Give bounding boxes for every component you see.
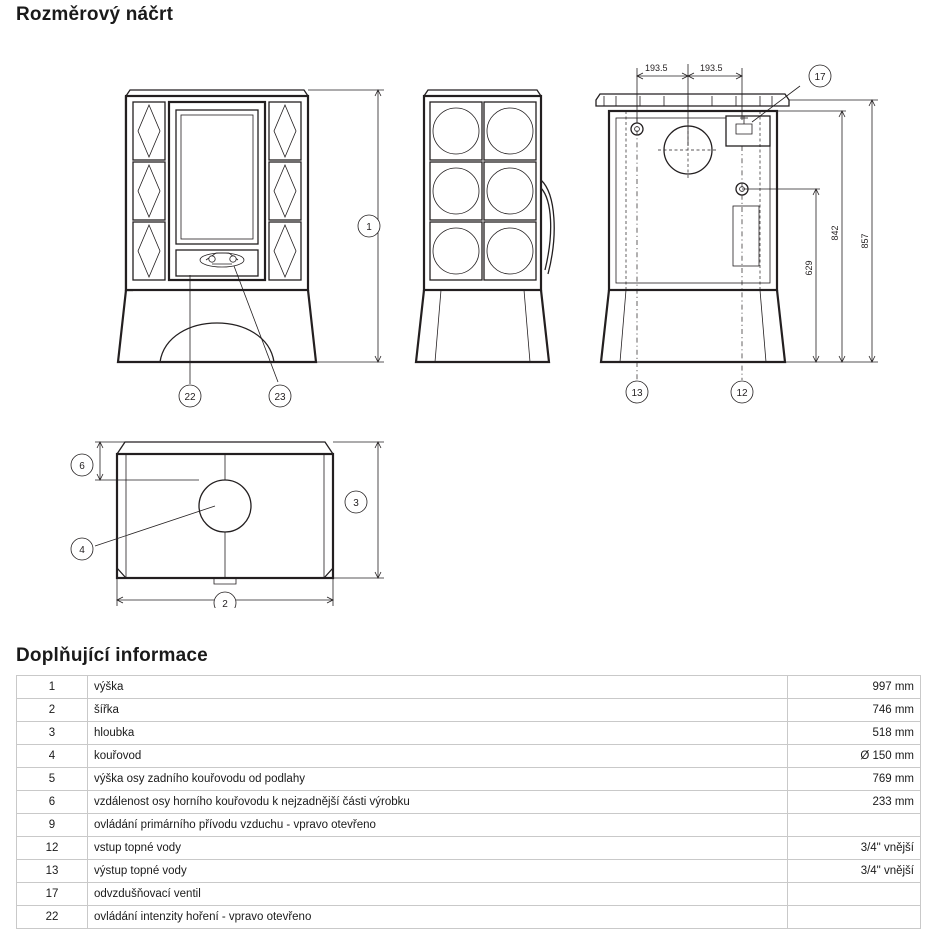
info-table-body xyxy=(17,676,921,929)
balloon-2-label: 2 xyxy=(222,599,228,608)
row-index: 13 xyxy=(17,860,88,883)
row-description: odvzdušňovací ventil xyxy=(88,883,788,906)
dimension-842: 842 xyxy=(830,225,840,241)
top-view xyxy=(117,442,333,584)
page-title-drawing: Rozměrový náčrt xyxy=(16,4,174,25)
row-description: výstup topné vody xyxy=(88,860,788,883)
balloon-3-label: 3 xyxy=(353,498,359,509)
dimension-629: 629 xyxy=(804,260,814,276)
row-value: 3/4" vnější xyxy=(788,837,921,860)
balloon-6-label: 6 xyxy=(79,461,85,472)
row-description: vzdálenost osy horního kouřovodu k nejzadnější části výrobku xyxy=(88,791,788,814)
balloon-17-label: 17 xyxy=(814,72,826,83)
row-value: Ø 150 mm xyxy=(788,745,921,768)
row-index: 12 xyxy=(17,837,88,860)
balloon-1-label: 1 xyxy=(366,222,372,233)
balloon-4-label: 4 xyxy=(79,545,85,556)
row-value: 769 mm xyxy=(788,768,921,791)
row-index: 5 xyxy=(17,768,88,791)
dimension-193-5-right: 193.5 xyxy=(700,63,723,73)
row-description: kouřovod xyxy=(88,745,788,768)
row-index: 6 xyxy=(17,791,88,814)
row-description: ovládání intenzity hoření - vpravo otevřeno xyxy=(88,906,788,929)
table-row xyxy=(17,883,921,906)
side-view xyxy=(416,90,554,362)
technical-drawing xyxy=(0,28,937,608)
balloon-13-label: 13 xyxy=(631,388,643,399)
table-row xyxy=(17,768,921,791)
row-index: 3 xyxy=(17,722,88,745)
table-row xyxy=(17,722,921,745)
row-description: vstup topné vody xyxy=(88,837,788,860)
row-value: 3/4" vnější xyxy=(788,860,921,883)
row-value xyxy=(788,814,921,837)
balloon-23-label: 23 xyxy=(274,392,286,403)
table-row xyxy=(17,837,921,860)
info-table xyxy=(16,675,921,929)
row-value xyxy=(788,883,921,906)
row-index: 22 xyxy=(17,906,88,929)
row-index: 9 xyxy=(17,814,88,837)
table-row xyxy=(17,860,921,883)
table-row xyxy=(17,699,921,722)
row-description: šířka xyxy=(88,699,788,722)
row-value: 997 mm xyxy=(788,676,921,699)
row-value: 518 mm xyxy=(788,722,921,745)
row-description: ovládání primárního přívodu vzduchu - vpravo otevřeno xyxy=(88,814,788,837)
table-row xyxy=(17,676,921,699)
front-view xyxy=(118,90,316,362)
page-title-info: Doplňující informace xyxy=(16,645,208,666)
table-row xyxy=(17,791,921,814)
table-row xyxy=(17,745,921,768)
dimension-193-5-left: 193.5 xyxy=(645,63,668,73)
dimension-857: 857 xyxy=(860,233,870,249)
rear-view xyxy=(596,94,789,380)
table-row xyxy=(17,906,921,929)
row-index: 17 xyxy=(17,883,88,906)
row-description: výška osy zadního kouřovodu od podlahy xyxy=(88,768,788,791)
table-row xyxy=(17,814,921,837)
row-index: 2 xyxy=(17,699,88,722)
balloon-22-label: 22 xyxy=(184,392,196,403)
row-value: 233 mm xyxy=(788,791,921,814)
row-description: výška xyxy=(88,676,788,699)
row-index: 4 xyxy=(17,745,88,768)
row-value: 746 mm xyxy=(788,699,921,722)
row-index: 1 xyxy=(17,676,88,699)
row-value xyxy=(788,906,921,929)
balloon-12-label: 12 xyxy=(736,388,748,399)
row-description: hloubka xyxy=(88,722,788,745)
